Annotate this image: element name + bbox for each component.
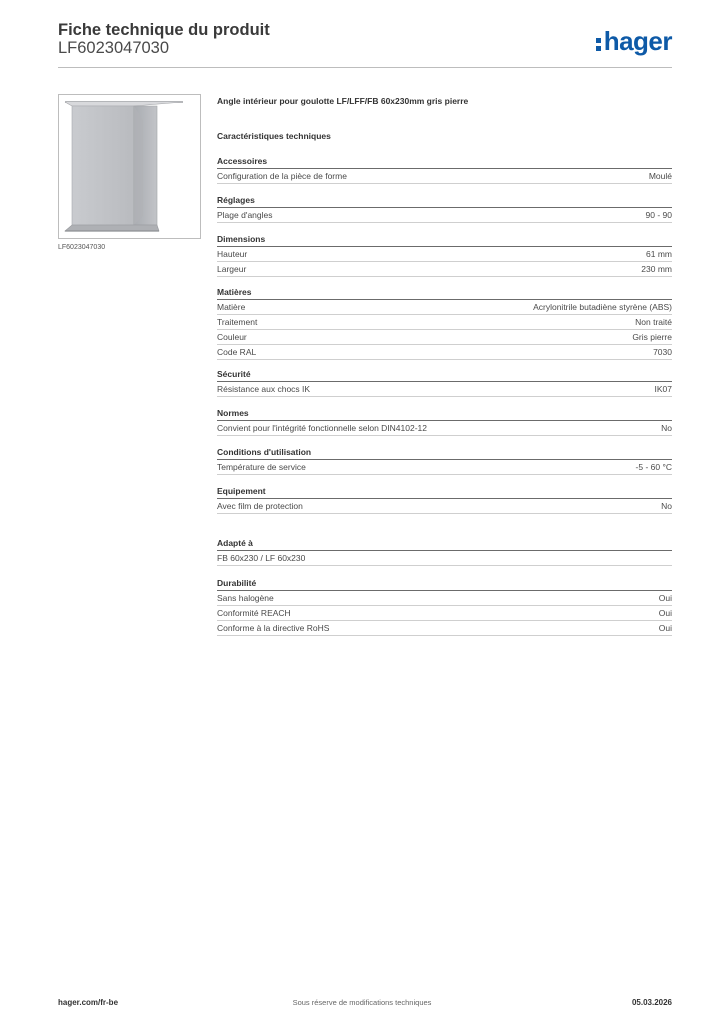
spec-row bbox=[217, 247, 672, 262]
section-matieres bbox=[217, 285, 672, 360]
footer-notice: Sous réserve de modifications techniques bbox=[292, 998, 432, 1007]
spec-row bbox=[217, 621, 672, 636]
spec-value: Moulé bbox=[648, 171, 672, 181]
header-divider bbox=[58, 67, 672, 68]
spec-row bbox=[217, 460, 672, 475]
spec-label: Convient pour l'intégrité fonctionnelle selon DIN4102-12 bbox=[217, 423, 428, 433]
logo-text: hager bbox=[603, 26, 672, 56]
spec-row bbox=[217, 300, 672, 315]
hager-logo bbox=[596, 28, 672, 54]
product-image-frame bbox=[58, 94, 201, 239]
section-title: Equipement bbox=[217, 484, 672, 499]
product-image bbox=[59, 95, 200, 238]
section-title: Matières bbox=[217, 285, 672, 300]
spec-value: 61 mm bbox=[646, 249, 672, 259]
section-title: Accessoires bbox=[217, 154, 672, 169]
section-title: Dimensions bbox=[217, 232, 672, 247]
spec-label: FB 60x230 / LF 60x230 bbox=[217, 553, 306, 563]
spec-label: Matière bbox=[217, 302, 246, 312]
spec-row bbox=[217, 169, 672, 184]
spec-value: No bbox=[661, 423, 672, 433]
spec-label: Couleur bbox=[217, 332, 247, 342]
section-title: Conditions d'utilisation bbox=[217, 445, 672, 460]
spec-row bbox=[217, 382, 672, 397]
spec-label: Résistance aux chocs IK bbox=[217, 384, 311, 394]
spec-value: Oui bbox=[658, 623, 672, 633]
spec-row bbox=[217, 315, 672, 330]
section-equipement bbox=[217, 484, 672, 514]
spec-label: Avec film de protection bbox=[217, 501, 303, 511]
spec-value: Non traité bbox=[635, 317, 672, 327]
product-title: Angle intérieur pour goulotte LF/LFF/FB 60x230mm gris pierre bbox=[217, 96, 469, 106]
spec-row bbox=[217, 606, 672, 621]
spec-value: 7030 bbox=[653, 347, 672, 357]
spec-label: Traitement bbox=[217, 317, 258, 327]
spec-label: Hauteur bbox=[217, 249, 248, 259]
spec-label: Configuration de la pièce de forme bbox=[217, 171, 347, 181]
section-durabilite bbox=[217, 576, 672, 636]
section-normes bbox=[217, 406, 672, 436]
spec-row bbox=[217, 262, 672, 277]
spec-value: 230 mm bbox=[641, 264, 672, 274]
spec-value: 90 - 90 bbox=[645, 210, 672, 220]
spec-row bbox=[217, 330, 672, 345]
spec-label: Conformité REACH bbox=[217, 608, 291, 618]
spec-value: Acrylonitrile butadiène styrène (ABS) bbox=[533, 302, 672, 312]
footer-date: 05.03.2026 bbox=[631, 998, 672, 1007]
spec-label: Largeur bbox=[217, 264, 247, 274]
spec-label: Sans halogène bbox=[217, 593, 274, 603]
spec-label: Plage d'angles bbox=[217, 210, 273, 220]
spec-value: IK07 bbox=[654, 384, 672, 394]
spec-row bbox=[217, 499, 672, 514]
spec-value: Oui bbox=[658, 608, 672, 618]
spec-value: Oui bbox=[658, 593, 672, 603]
product-reference: LF6023047030 bbox=[58, 39, 170, 57]
section-conditions bbox=[217, 445, 672, 475]
section-title: Réglages bbox=[217, 193, 672, 208]
section-accessoires bbox=[217, 154, 672, 184]
section-title: Adapté à bbox=[217, 536, 672, 551]
spec-value: No bbox=[661, 501, 672, 511]
section-adapte bbox=[217, 536, 672, 566]
tech-heading: Caractéristiques techniques bbox=[217, 131, 331, 141]
spec-row bbox=[217, 421, 672, 436]
spec-label: Température de service bbox=[217, 462, 306, 472]
page-title: Fiche technique du produit bbox=[58, 21, 270, 39]
section-title: Sécurité bbox=[217, 367, 672, 382]
section-securite bbox=[217, 367, 672, 397]
spec-row bbox=[217, 591, 672, 606]
spec-value: Gris pierre bbox=[632, 332, 672, 342]
spec-label: Code RAL bbox=[217, 347, 257, 357]
spec-row bbox=[217, 208, 672, 223]
section-title: Durabilité bbox=[217, 576, 672, 591]
section-title: Normes bbox=[217, 406, 672, 421]
footer-website: hager.com/fr-be bbox=[58, 998, 119, 1007]
spec-label: Conforme à la directive RoHS bbox=[217, 623, 330, 633]
image-caption: LF6023047030 bbox=[58, 244, 106, 251]
spec-row bbox=[217, 345, 672, 360]
spec-value: -5 - 60 °C bbox=[635, 462, 672, 472]
spec-row bbox=[217, 551, 672, 566]
section-dimensions bbox=[217, 232, 672, 277]
logo-dots-icon bbox=[596, 36, 602, 50]
section-reglages bbox=[217, 193, 672, 223]
